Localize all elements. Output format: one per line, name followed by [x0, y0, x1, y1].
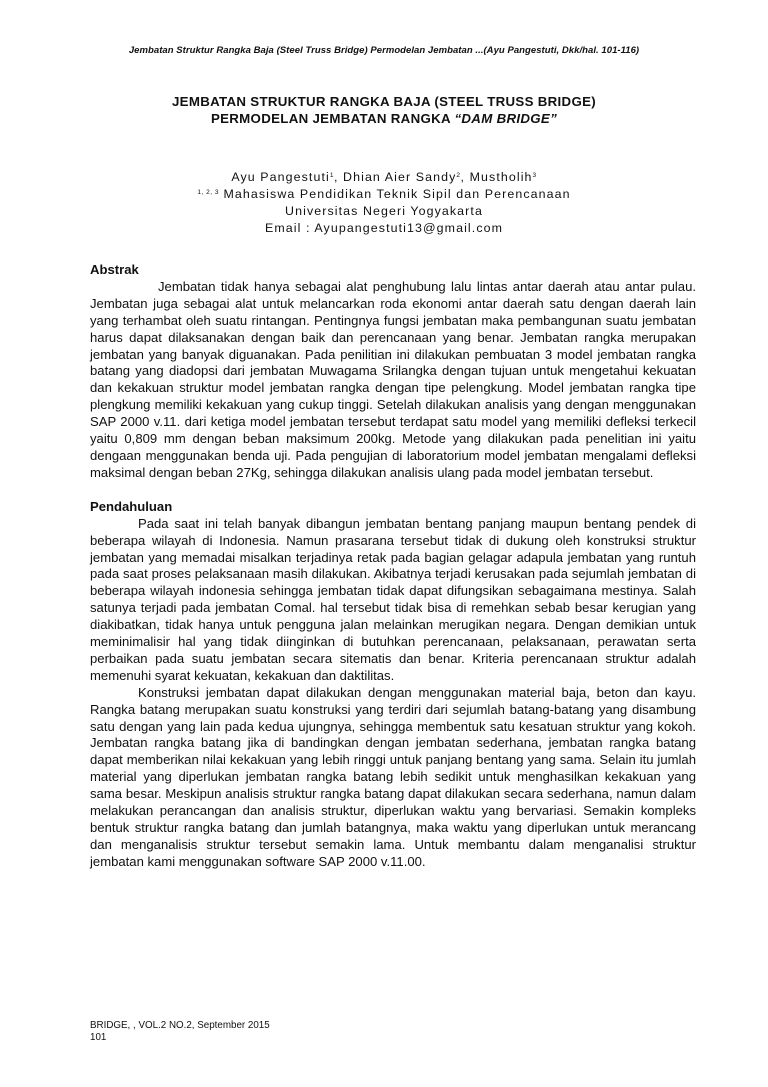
university: Universitas Negeri Yogyakarta: [285, 204, 483, 218]
page-number: 101: [90, 1032, 107, 1043]
author-names: [120, 169, 648, 186]
running-header: Jembatan Struktur Rangka Baja (Steel Truss Bridge) Permodelan Jembatan ...(Ayu Pangestuti, Dkk/hal. 101-116): [128, 45, 640, 56]
author-2: , Dhian Aier Sandy: [333, 170, 457, 184]
affiliation: [120, 186, 648, 203]
abstract-text: Jembatan tidak hanya sebagai alat penghubung lalu lintas antar daerah atau antar pulau. Jembatan juga sebagai alat untuk melancarkan roda ekonomi antar daerah satu dengan daerah lain yang terhambat oleh suatu rintangan. Pentingnya fungsi jembatan maka pembangunan suatu jembatan harus dapat dilaksanakan dengan baik dan perencanaan yang benar. Jembatan rangka merupakan jembatan yang banyak diguanakan. Pada penilitian ini dilakukan pembuatan 3 model jembatan rangka batang yang diadopsi dari jembatan Muwagama Srilangka dengan tujuan untuk mengetahui kekuatan dan kekakuan struktur model jembatan rangka dengan tipe pelengkung. Model jembatan rangka tipe plengkung memiliki kekakuan yang cukup tinggi. Setelah dilakukan analisis yang dengan menggunakan SAP 2000 v.11. dari ketiga model jembatan tersebut terdapat satu model yang memiliki defleksi terkecil yaitu 0,809 mm dengan beban maksimum 200kg. Metode yang dilakukan pada penelitian ini yaitu dengaan menggunakan benda uji. Pada pengujian di laboratorium model jembatan mengalami defleksi maksimal dengan beban 27Kg, sehingga dilakukan analisis ulang pada model jembatan tersebut.: [90, 278, 696, 480]
paper-body: [90, 262, 696, 871]
author-3: , Mustholih: [460, 170, 533, 184]
author-1: Ayu Pangestuti: [231, 170, 330, 184]
title-line-2-italic: “DAM BRIDGE”: [454, 111, 558, 126]
footer-journal: BRIDGE, , VOL.2 NO.2, September 2015: [90, 1020, 270, 1031]
abstract-heading: Abstrak: [90, 262, 139, 277]
intro-paragraph-1: Pada saat ini telah banyak dibangun jembatan bentang panjang maupun bentang pendek di beberapa wilayah di Indonesia. Namun prasarana tersebut tidak di dukung oleh konstruksi struktur jembatan yang memadai misalkan terjadinya retak pada bagian gelagar adapula jembatan yang runtuh pada saat proses pelaksanaan masih dilakukan. Akibatnya terjadi kerusakan pada sejumlah jembatan di beberapa wilayah indonesia sehingga jembatan tidak dapat difungsikan sebagaimana mestinya. Salah satunya terjadi pada jembatan Comal. hal tersebut tidak bisa di remehkan sebab besar kerugian yang diakibatkan, tidak hanya untuk pengguna jalan melainkan merugikan negara. Dengan demikian untuk meminimalisir hal yang tidak diinginkan di butuhkan perencanaan, pelaksanaan, perawatan serta perbaikan pada suatu jembatan secara sitematis dan benar. Kriteria perencanaan struktur adalah memenuhi syarat kekuatan, kekakuan dan daktilitas.: [90, 515, 696, 683]
author-2-sup: 2: [456, 172, 461, 179]
author-3-sup: 3: [532, 172, 537, 179]
page-footer: [90, 1020, 270, 1044]
affiliation-text: Mahasiswa Pendidikan Teknik Sipil dan Perencanaan: [218, 187, 571, 201]
title-line-1: JEMBATAN STRUKTUR RANGKA BAJA (STEEL TRUSS BRIDGE): [171, 94, 596, 109]
paper-title: [90, 93, 678, 127]
email: Email : Ayupangestuti13@gmail.com: [264, 221, 504, 235]
affiliation-sup: 1, 2, 3: [197, 189, 219, 196]
title-line-2-prefix: PERMODELAN JEMBATAN RANGKA: [210, 111, 455, 126]
author-1-sup: 1: [329, 172, 334, 179]
author-block: [120, 169, 648, 237]
intro-heading: Pendahuluan: [90, 498, 173, 514]
intro-paragraph-2: Konstruksi jembatan dapat dilakukan dengan menggunakan material baja, beton dan kayu. Rangka batang merupakan suatu konstruksi yang terdiri dari sejumlah batang-batang yang disambung satu dengan yang lain pada kedua ujungnya, sehingga membentuk satu kesatuan struktur yang kokoh. Jembatan rangka batang jika di bandingkan dengan jembatan sederhana, jembatan rangka batang dapat memberikan nilai kekakuan yang lebih ringgi untuk panjang bentang yang sama. Selain itu jumlah material yang diperlukan jembatan rangka batang lebih sedikit untuk menghasilkan kekakuan yang sama besar. Meskipun analisis struktur rangka batang dapat dilakukan secara sederhana, namun dalam melakukan perancangan dan analisis struktur, diperlukan waktu yang bervariasi. Semakin kompleks bentuk struktur rangka batang dan jumlah batangnya, maka waktu yang diperlukan untuk merancang dan menganalisis struktur tersebut semakin lama. Untuk membantu dalam menganalisi struktur jembatan kami menggunakan software SAP 2000 v.11.00.: [90, 684, 696, 869]
title-line-2: [90, 110, 678, 127]
